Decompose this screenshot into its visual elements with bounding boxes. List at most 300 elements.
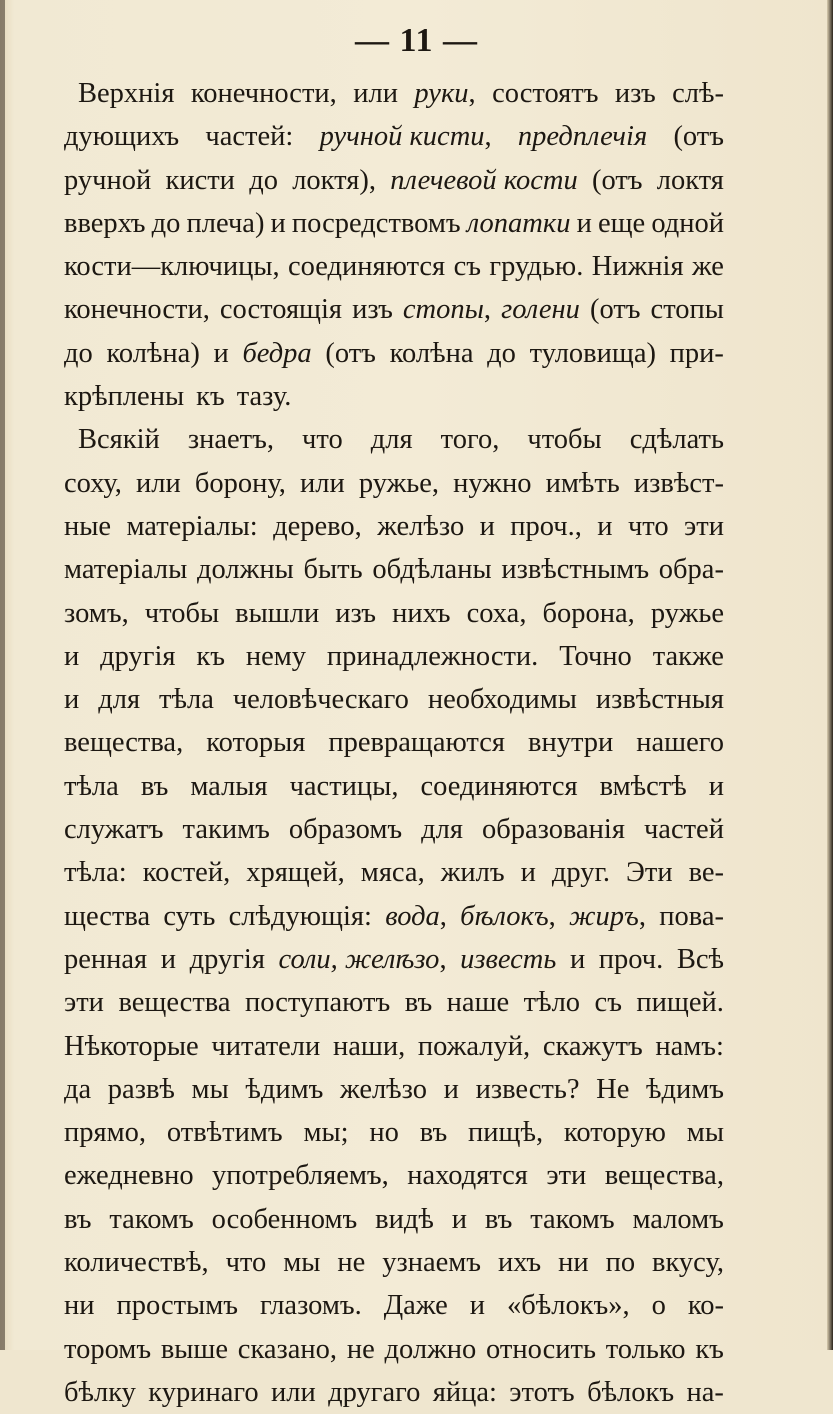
word-text: Нижнія xyxy=(591,251,684,283)
text-line xyxy=(64,895,724,938)
word-text: необходимы xyxy=(427,684,577,716)
word xyxy=(190,765,267,808)
word-text: же xyxy=(691,251,724,283)
word-text: Точно xyxy=(559,640,632,672)
text-line xyxy=(64,1154,724,1197)
word-text: съ xyxy=(453,251,481,283)
word-text: глазомъ. xyxy=(259,1290,362,1322)
word-text: ѣдимъ xyxy=(646,1073,724,1105)
word-text: читатели xyxy=(211,1030,321,1062)
word xyxy=(677,938,724,981)
text-line xyxy=(64,1198,724,1241)
word xyxy=(245,1068,323,1111)
word xyxy=(492,72,598,115)
word xyxy=(372,548,491,591)
word-text: въ xyxy=(140,770,169,802)
word-text: обра- xyxy=(658,554,724,586)
word xyxy=(524,981,580,1024)
word xyxy=(530,1198,614,1241)
word-text: пова- xyxy=(659,900,724,932)
word-text: кисти xyxy=(165,164,235,196)
word xyxy=(64,202,146,245)
word-text: извѣстныя xyxy=(595,684,724,716)
word-text: что xyxy=(627,510,669,542)
word-text: пищей. xyxy=(636,987,724,1019)
text-line xyxy=(64,635,724,678)
word xyxy=(300,462,345,505)
word-text: проч. xyxy=(598,943,664,975)
word-text: слѣ- xyxy=(672,78,724,109)
word-text: яйца: xyxy=(432,1376,497,1408)
word-text: обдѣланы xyxy=(372,554,492,586)
word-text: имѣть xyxy=(545,467,620,499)
word xyxy=(64,895,150,938)
word-text: и xyxy=(451,1203,467,1235)
word xyxy=(688,1284,724,1327)
word xyxy=(651,288,724,331)
word-text: вода xyxy=(385,900,440,932)
word xyxy=(64,1068,91,1111)
word xyxy=(628,505,669,548)
word-text: эти xyxy=(64,987,104,1019)
word-text: руки xyxy=(414,78,469,109)
word-text: борона, xyxy=(542,597,635,629)
word-text: тѣла: xyxy=(64,857,127,889)
word xyxy=(116,1284,238,1327)
word-text: принадлежности. xyxy=(326,640,539,672)
word-text: да xyxy=(64,1073,92,1105)
word xyxy=(64,159,151,202)
word-text: плечевой кости xyxy=(390,164,578,196)
word xyxy=(64,375,184,418)
word xyxy=(347,1328,375,1371)
word xyxy=(659,548,724,591)
word xyxy=(64,1284,95,1327)
word xyxy=(453,462,531,505)
word-text: къ xyxy=(196,640,225,672)
word-text: извѣстнымъ xyxy=(501,554,650,586)
word xyxy=(271,1371,316,1414)
word xyxy=(335,592,376,635)
word xyxy=(196,375,225,418)
word xyxy=(64,721,183,764)
word xyxy=(599,938,663,981)
word-text: колѣна xyxy=(389,337,474,369)
word-text: и xyxy=(64,684,80,716)
word xyxy=(229,895,372,938)
word xyxy=(407,1154,528,1197)
word xyxy=(64,115,179,158)
word-text: чтобы xyxy=(527,424,602,456)
word-text: въ xyxy=(404,987,433,1019)
word-text: нужно xyxy=(453,467,532,499)
punctuation: , xyxy=(439,943,447,975)
word-text: что xyxy=(225,1247,267,1279)
word-text: изъ xyxy=(614,78,656,109)
word-text: человѣческаго xyxy=(232,684,409,716)
word xyxy=(161,1328,228,1371)
word xyxy=(118,981,230,1024)
word-text: или xyxy=(136,467,181,499)
word-text: что xyxy=(302,424,343,456)
word-text: образованія xyxy=(481,814,625,846)
word-text: къ xyxy=(196,381,225,413)
word xyxy=(303,1111,348,1154)
word-text: ни xyxy=(558,1247,589,1279)
word xyxy=(289,808,402,851)
word xyxy=(507,1284,630,1327)
word-text: крѣплены xyxy=(64,381,185,413)
word xyxy=(192,1068,229,1111)
word xyxy=(377,505,464,548)
word xyxy=(352,288,393,331)
word xyxy=(167,1111,283,1154)
word-text: на- xyxy=(686,1376,724,1408)
italic-term xyxy=(385,895,447,938)
word-text: Не xyxy=(596,1073,630,1105)
word xyxy=(673,115,724,158)
word-text: частей: xyxy=(205,121,294,153)
word xyxy=(106,332,199,375)
word-text: быть xyxy=(303,554,363,586)
word-text: голени xyxy=(501,294,580,326)
word-text: (отъ xyxy=(325,337,376,369)
word xyxy=(212,1198,358,1241)
word-text: не xyxy=(337,1247,366,1279)
word-text: соединяются xyxy=(288,251,446,283)
word-text: соха, xyxy=(466,597,527,629)
word xyxy=(670,332,724,375)
text-line xyxy=(64,288,724,331)
word xyxy=(190,938,265,981)
word xyxy=(141,765,168,808)
word xyxy=(64,1198,91,1241)
word xyxy=(64,462,122,505)
word-text: только xyxy=(605,1333,686,1365)
word-text: соединяются xyxy=(420,770,578,802)
word xyxy=(337,1241,365,1284)
word xyxy=(292,159,376,202)
word xyxy=(652,1284,666,1327)
word-text: зомъ, xyxy=(64,597,129,629)
word xyxy=(271,202,286,245)
word xyxy=(196,635,225,678)
word-text: вышли xyxy=(235,597,320,629)
word-text: Нѣкоторые xyxy=(64,1030,199,1062)
word xyxy=(187,202,265,245)
word-text: Эти xyxy=(626,857,673,889)
word xyxy=(600,765,687,808)
word-text: ружье, xyxy=(358,467,440,499)
word xyxy=(64,851,127,894)
word-text: которыя xyxy=(206,727,306,759)
word-text: до xyxy=(64,337,93,369)
word-text: простымъ xyxy=(116,1290,238,1322)
word-text: соли, желѣзо xyxy=(278,943,440,975)
word xyxy=(214,332,229,375)
word-text: вкусу, xyxy=(652,1247,724,1279)
word-text: и xyxy=(520,857,536,889)
word xyxy=(303,548,362,591)
word xyxy=(328,1371,420,1414)
word xyxy=(283,1241,320,1284)
word xyxy=(420,1111,447,1154)
word xyxy=(452,1198,467,1241)
word-text: проч., xyxy=(510,510,582,542)
word xyxy=(652,1241,724,1284)
word xyxy=(687,1371,724,1414)
word-text: того, xyxy=(440,424,500,456)
word-text: (отъ xyxy=(589,294,641,326)
italic-term xyxy=(414,72,475,115)
word xyxy=(672,72,724,115)
word-text: наше xyxy=(446,987,510,1019)
word xyxy=(384,1284,448,1327)
text-line xyxy=(64,462,724,505)
word-text: прямо, xyxy=(64,1117,147,1149)
word xyxy=(152,202,181,245)
word xyxy=(684,505,724,548)
word xyxy=(546,462,620,505)
word-text: въ xyxy=(419,1117,448,1149)
word xyxy=(237,375,292,418)
word-text: известь xyxy=(460,943,557,975)
word xyxy=(485,1198,512,1241)
word-text: стопы xyxy=(650,294,724,326)
word xyxy=(570,938,585,981)
word-text: частей xyxy=(643,814,724,846)
word-text: тѣло xyxy=(523,987,581,1019)
word xyxy=(653,635,724,678)
word xyxy=(64,548,187,591)
italic-term xyxy=(518,115,647,158)
word xyxy=(235,592,319,635)
word xyxy=(651,202,724,245)
word xyxy=(598,202,645,245)
punctuation: , xyxy=(468,78,476,109)
word-text: и xyxy=(708,770,724,802)
word-text: для xyxy=(370,424,413,456)
word xyxy=(226,1241,267,1284)
word xyxy=(577,202,592,245)
word xyxy=(592,159,643,202)
word-text: и xyxy=(569,943,586,975)
word xyxy=(468,1111,543,1154)
word xyxy=(615,72,656,115)
word xyxy=(470,1284,485,1327)
word xyxy=(64,1241,209,1284)
word-text: сказано, xyxy=(237,1333,338,1365)
word-text: пожалуй, xyxy=(417,1030,531,1062)
word-text: этотъ xyxy=(509,1376,575,1408)
word xyxy=(260,1284,362,1327)
text-line xyxy=(64,808,724,851)
word-text: нему xyxy=(245,640,307,672)
word-text: ѣдимъ xyxy=(245,1073,324,1105)
word-text: такимъ xyxy=(182,814,270,846)
word-text: бедра xyxy=(242,337,312,369)
italic-term xyxy=(390,159,578,202)
word xyxy=(245,981,390,1024)
word xyxy=(246,851,345,894)
word-text: сдѣлать xyxy=(629,424,724,456)
word xyxy=(509,1371,574,1414)
word-text: состоящія xyxy=(219,294,343,326)
word-text: плеча) xyxy=(186,207,265,239)
word-text: узнаемъ xyxy=(382,1247,482,1279)
word xyxy=(695,1328,724,1371)
text-line xyxy=(64,505,724,548)
word xyxy=(528,721,613,764)
word-text: тѣла xyxy=(64,770,119,802)
word xyxy=(220,288,342,331)
word-text: и xyxy=(597,510,613,542)
word-text: ные xyxy=(64,510,112,542)
word-text: поступаютъ xyxy=(245,987,391,1019)
word xyxy=(433,1371,497,1414)
word xyxy=(159,678,214,721)
word-text: жилъ xyxy=(440,857,505,889)
word xyxy=(447,981,510,1024)
word xyxy=(369,1111,399,1154)
word xyxy=(212,1154,389,1197)
page-number: — 11 — xyxy=(354,22,479,59)
word-text: особенномъ xyxy=(211,1203,358,1235)
word xyxy=(290,765,399,808)
word-text: грудью. xyxy=(489,251,584,283)
word xyxy=(592,245,684,288)
word-text: количествѣ, xyxy=(64,1247,209,1279)
word-text: въ xyxy=(484,1203,513,1235)
word xyxy=(606,1328,686,1371)
italic-term xyxy=(501,288,580,331)
word-text: или xyxy=(299,467,345,499)
word-text: употребляемъ, xyxy=(212,1160,389,1192)
word-text: для xyxy=(421,814,463,846)
word-text: ни xyxy=(64,1290,95,1322)
word-text: состоятъ xyxy=(492,78,599,109)
word-text: извѣст- xyxy=(633,467,724,499)
word-text: также xyxy=(652,640,724,672)
word-text: и xyxy=(270,207,286,239)
word-text: вещества, xyxy=(64,727,184,759)
word xyxy=(559,635,632,678)
text-line xyxy=(64,202,724,245)
word-text: по xyxy=(605,1247,636,1279)
word xyxy=(325,332,376,375)
word xyxy=(233,678,409,721)
word xyxy=(78,418,160,461)
word-text: (отъ xyxy=(673,121,724,153)
word xyxy=(108,1068,175,1111)
word xyxy=(136,462,181,505)
word-text: или xyxy=(353,78,398,109)
word xyxy=(64,1328,151,1371)
word-text: (отъ xyxy=(591,164,643,196)
word xyxy=(558,1241,589,1284)
word-text: ве- xyxy=(688,857,724,889)
word xyxy=(482,808,625,851)
word xyxy=(418,1025,530,1068)
word-text: «бѣлокъ», xyxy=(507,1290,630,1322)
punctuation: , xyxy=(439,900,447,932)
word xyxy=(501,548,649,591)
word-text: для xyxy=(98,684,141,716)
word xyxy=(487,332,516,375)
text-line xyxy=(64,1241,724,1284)
word xyxy=(634,462,724,505)
word xyxy=(420,765,577,808)
italic-term xyxy=(279,938,447,981)
word xyxy=(596,678,724,721)
word xyxy=(191,72,337,115)
word xyxy=(651,592,724,635)
word xyxy=(359,462,439,505)
word xyxy=(109,1198,193,1241)
word-text: ручной кисти xyxy=(319,121,485,153)
word xyxy=(143,851,231,894)
word xyxy=(644,808,724,851)
word xyxy=(292,202,461,245)
word xyxy=(590,288,641,331)
text-line xyxy=(64,1284,724,1327)
word xyxy=(687,1111,724,1154)
punctuation: , xyxy=(548,900,556,932)
word-text: кости—ключицы, xyxy=(64,251,280,283)
word-text: до xyxy=(249,164,278,196)
word xyxy=(246,635,306,678)
word-text: малыя xyxy=(190,770,268,802)
word-text: должно xyxy=(384,1333,477,1365)
word-text: борону, xyxy=(194,467,286,499)
word xyxy=(64,245,280,288)
word xyxy=(587,1371,674,1414)
word-text: известь? xyxy=(475,1073,580,1105)
word-text: мы xyxy=(191,1073,229,1105)
word xyxy=(476,1068,580,1111)
word-text: конечности, xyxy=(64,294,210,326)
word xyxy=(64,981,104,1024)
word-text: еще xyxy=(597,207,646,239)
word-text: вмѣстѣ xyxy=(599,770,687,802)
word xyxy=(64,592,129,635)
word xyxy=(64,808,164,851)
word xyxy=(361,851,425,894)
word xyxy=(527,418,601,461)
word-text: туловища) xyxy=(529,337,656,369)
word-text: которую xyxy=(563,1117,666,1149)
word-text: и xyxy=(160,943,177,975)
word-text: локтя), xyxy=(292,164,376,196)
word-text: стопы xyxy=(402,294,484,326)
text-line xyxy=(64,375,724,418)
word xyxy=(405,981,432,1024)
word-text: колѣна) xyxy=(106,337,200,369)
word-text: чтобы xyxy=(144,597,220,629)
word-text: видѣ xyxy=(375,1203,434,1235)
word xyxy=(498,1241,541,1284)
word xyxy=(64,938,147,981)
word xyxy=(597,505,612,548)
text-line xyxy=(64,115,724,158)
word xyxy=(543,592,635,635)
italic-term xyxy=(403,288,491,331)
word xyxy=(510,505,582,548)
word-text: намъ: xyxy=(655,1030,724,1062)
word-text: слѣдующія: xyxy=(228,900,372,932)
word-text: друг. xyxy=(551,857,611,889)
word-text: бѣлокъ xyxy=(587,1376,675,1408)
